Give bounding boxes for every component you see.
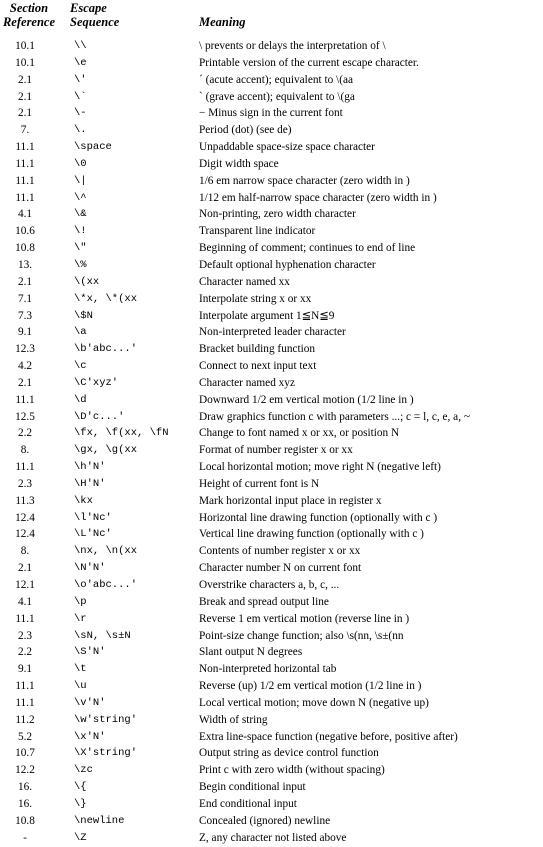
meaning: Draw graphics function c with parameters ...; c = l, c, e, a, ~: [199, 410, 470, 423]
escape-sequence: \N'N': [74, 562, 106, 575]
table-row: [0, 476, 543, 493]
meaning-header: Meaning: [199, 15, 246, 29]
table-row: [0, 375, 543, 392]
section-reference: 12.5: [15, 410, 35, 423]
section-reference: 11.1: [15, 141, 35, 154]
table-row: [0, 459, 543, 476]
escape-sequence: \(xx: [74, 275, 100, 288]
table-row: [0, 341, 543, 358]
section-reference: 2.3: [17, 477, 33, 490]
meaning: Change to font named x or xx, or position N: [199, 427, 400, 440]
meaning: Vertical line drawing function (optionally with c ): [199, 528, 424, 541]
escape-sequence: \d: [74, 393, 87, 406]
table-row: [0, 594, 543, 611]
table-row: [0, 122, 543, 139]
table-body: [0, 38, 543, 847]
section-reference: 16.: [17, 797, 33, 810]
escape-sequence: \t: [74, 663, 87, 676]
table-row: [0, 55, 543, 72]
section-reference: 10.6: [15, 225, 35, 238]
escape-sequence: \p: [74, 595, 87, 608]
escape-sequence: \!: [74, 225, 87, 238]
section-reference: 8.: [20, 545, 30, 558]
table-row: [0, 644, 543, 661]
meaning: Default optional hyphenation character: [199, 258, 376, 271]
meaning: Extra line-space function (negative before, positive after): [199, 730, 458, 743]
escape-sequence: \r: [74, 612, 87, 625]
escape-sequence-header: [70, 1, 119, 29]
escape-sequence: \h'N': [74, 461, 106, 474]
escape-sequence: \X'string': [74, 747, 138, 760]
table-row: [0, 358, 543, 375]
section-reference: 11.1: [15, 612, 35, 625]
escape-header-line2: Sequence: [70, 15, 120, 29]
meaning: Beginning of comment; continues to end of line: [199, 242, 416, 255]
section-reference: 9.1: [17, 663, 33, 676]
escape-sequence: \w'string': [74, 713, 138, 726]
meaning: − Minus sign in the current font: [199, 107, 343, 120]
escape-sequence: \fx, \f(xx, \fN: [74, 427, 169, 440]
table-row: [0, 223, 543, 240]
escape-sequence: \kx: [74, 494, 93, 507]
table-row: [0, 72, 543, 89]
section-reference: 10.8: [15, 814, 35, 827]
meaning: 1/12 em half-narrow space character (zero width in ): [199, 191, 437, 204]
section-reference: 12.4: [15, 511, 35, 524]
meaning: Character named xyz: [199, 376, 295, 389]
section-reference: 12.4: [15, 528, 35, 541]
section-reference: 9.1: [17, 326, 33, 339]
table-row: [0, 796, 543, 813]
meaning: Z, any character not listed above: [199, 831, 347, 844]
section-reference: 10.1: [15, 56, 35, 69]
meaning: Bracket building function: [199, 343, 316, 356]
meaning: Overstrike characters a, b, c, ...: [199, 579, 340, 591]
section-reference: 10.8: [15, 242, 35, 255]
table-row: [0, 661, 543, 678]
escape-sequence: \}: [74, 797, 87, 810]
meaning: Begin conditional input: [199, 781, 306, 794]
table-row: [0, 291, 543, 308]
section-reference: 2.3: [17, 629, 33, 642]
table-row: [0, 190, 543, 207]
escape-sequence: \nx, \n(xx: [74, 545, 138, 558]
section-reference: 4.1: [17, 595, 33, 608]
escape-sequence: \o'abc...': [74, 579, 138, 591]
table-row: [0, 308, 543, 325]
section-reference: 12.3: [15, 343, 35, 356]
meaning: 1/6 em narrow space character (zero width in ): [199, 174, 410, 187]
table-row: [0, 493, 543, 510]
escape-sequence: \^: [74, 191, 87, 204]
table-row: [0, 38, 543, 55]
meaning: Break and spread output line: [199, 595, 329, 608]
escape-sequence: \": [74, 242, 87, 255]
escape-sequence: \0: [74, 157, 87, 170]
table-row: [0, 695, 543, 712]
meaning: Output string as device control function: [199, 747, 379, 760]
meaning: Reverse (up) 1/2 em vertical motion (1/2 line in ): [199, 680, 422, 693]
section-reference: 11.2: [15, 713, 35, 726]
section-reference: 2.1: [17, 90, 33, 103]
table-row: [0, 442, 543, 459]
section-reference: 4.2: [17, 360, 33, 373]
section-reference: 11.1: [15, 393, 35, 406]
table-row: [0, 105, 543, 122]
meaning: Downward 1/2 em vertical motion (1/2 line in ): [199, 393, 414, 406]
section-reference: 12.1: [15, 579, 35, 591]
table-row: [0, 392, 543, 409]
meaning: Mark horizontal input place in register x: [199, 494, 382, 507]
meaning: Horizontal line drawing function (optionally with c ): [199, 511, 438, 524]
meaning: End conditional input: [199, 797, 297, 810]
escape-sequence: \l'Nc': [74, 511, 112, 524]
escape-sequence: \newline: [74, 814, 125, 827]
meaning: Contents of number register x or xx: [199, 545, 361, 558]
escape-sequence: \\: [74, 40, 87, 52]
escape-sequence: \S'N': [74, 646, 106, 659]
escape-sequence: \L'Nc': [74, 528, 112, 541]
table-row: [0, 324, 543, 341]
section-reference: 5.2: [17, 730, 33, 743]
meaning: Unpaddable space-size space character: [199, 141, 375, 154]
section-reference: 2.1: [17, 275, 33, 288]
escape-sequence: \{: [74, 781, 87, 794]
section-reference: 7.: [20, 124, 30, 137]
meaning: Width of string: [199, 713, 268, 726]
table-row: [0, 779, 543, 796]
table-row: [0, 543, 543, 560]
section-reference: 2.1: [17, 376, 33, 389]
section-reference: 11.3: [15, 494, 35, 507]
escape-sequence: \`: [74, 90, 87, 103]
escape-sequence: \$N: [74, 309, 93, 322]
table-row: [0, 628, 543, 645]
table-row: [0, 577, 543, 594]
section-reference: 11.1: [15, 174, 35, 187]
section-reference: 2.1: [17, 73, 33, 86]
escape-sequence: \|: [74, 174, 87, 187]
meaning: Reverse 1 em vertical motion (reverse line in ): [199, 612, 410, 625]
section-reference: 16.: [17, 781, 33, 794]
table-row: [0, 510, 543, 527]
escape-sequence: \': [74, 73, 87, 86]
table-row: [0, 729, 543, 746]
section-reference: 4.1: [17, 208, 33, 221]
escape-sequence: \x'N': [74, 730, 106, 743]
table-row: [0, 830, 543, 847]
table-row: [0, 678, 543, 695]
table-header: [0, 0, 543, 30]
meaning: Transparent line indicator: [199, 225, 316, 238]
meaning: Non-printing, zero width character: [199, 208, 356, 221]
section-reference: 10.1: [15, 40, 35, 52]
meaning: Character number N on current font: [199, 562, 362, 575]
escape-sequence: \c: [74, 360, 87, 373]
escape-sequence: \e: [74, 56, 87, 69]
meaning: Character named xx: [199, 275, 290, 288]
section-reference: 2.1: [17, 107, 33, 120]
table-row: [0, 240, 543, 257]
table-row: [0, 274, 543, 291]
meaning: Format of number register x or xx: [199, 444, 353, 457]
escape-sequence: \b'abc...': [74, 343, 138, 356]
escape-sequence: \.: [74, 124, 87, 137]
escape-sequence: \u: [74, 680, 87, 693]
section-reference: 2.2: [17, 646, 33, 659]
section-reference: -: [23, 831, 27, 844]
meaning: \ prevents or delays the interpretation of \: [199, 40, 386, 52]
meaning: Concealed (ignored) newline: [199, 814, 331, 827]
table-row: [0, 425, 543, 442]
escape-sequence: \gx, \g(xx: [74, 444, 138, 457]
meaning: Non-interpreted horizontal tab: [199, 663, 337, 676]
table-row: [0, 762, 543, 779]
escape-sequence: \%: [74, 258, 87, 271]
meaning: Digit width space: [199, 157, 279, 170]
meaning: ´ (acute accent); equivalent to \(aa: [199, 73, 353, 86]
escape-sequence: \v'N': [74, 696, 106, 709]
section-reference: 7.3: [17, 309, 33, 322]
section-reference: 11.1: [15, 680, 35, 693]
section-reference: 10.7: [15, 747, 35, 760]
escape-sequence: \a: [74, 326, 87, 339]
meaning: Local horizontal motion; move right N (negative left): [199, 461, 441, 474]
section-reference: 2.1: [17, 562, 33, 575]
escape-header-line1: Escape: [70, 1, 107, 15]
section-reference: 7.1: [17, 292, 33, 305]
section-reference: 12.2: [15, 764, 35, 777]
table-row: [0, 89, 543, 106]
table-row: [0, 139, 543, 156]
section-reference: 11.1: [15, 191, 35, 204]
meaning: Connect to next input text: [199, 360, 317, 373]
escape-sequence: \H'N': [74, 477, 106, 490]
section-header-line1: Section: [9, 1, 49, 15]
meaning: ` (grave accent); equivalent to \(ga: [199, 90, 355, 103]
escape-sequence: \C'xyz': [74, 376, 119, 389]
section-reference: 2.2: [17, 427, 33, 440]
meaning: Height of current font is N: [199, 477, 320, 490]
escape-sequence: \D'c...': [74, 410, 125, 423]
table-row: [0, 173, 543, 190]
table-row: [0, 712, 543, 729]
meaning: Point-size change function; also \s(nn, \s±(nn: [199, 629, 404, 642]
escape-sequence: \&: [74, 208, 87, 221]
escape-sequence: \-: [74, 107, 87, 120]
table-row: [0, 560, 543, 577]
meaning: Non-interpreted leader character: [199, 326, 346, 339]
table-row: [0, 409, 543, 426]
meaning: Period (dot) (see de): [199, 124, 292, 137]
meaning: Interpolate string x or xx: [199, 292, 312, 305]
meaning: Print c with zero width (without spacing): [199, 764, 385, 777]
escape-sequence: \*x, \*(xx: [74, 292, 138, 305]
table-row: [0, 526, 543, 543]
meaning: Interpolate argument 1≦N≦9: [199, 309, 335, 322]
escape-sequence: \Z: [74, 831, 87, 844]
table-row: [0, 156, 543, 173]
meaning: Local vertical motion; move down N (negative up): [199, 696, 429, 709]
section-reference-header: [0, 1, 58, 29]
escape-sequence: \space: [74, 141, 112, 154]
section-reference: 11.1: [15, 461, 35, 474]
meaning: Slant output N degrees: [199, 646, 303, 659]
section-reference: 8.: [20, 444, 30, 457]
table-row: [0, 813, 543, 830]
section-reference: 11.1: [15, 696, 35, 709]
table-row: [0, 206, 543, 223]
table-row: [0, 745, 543, 762]
section-header-line2: Reference: [2, 15, 56, 29]
escape-sequence: \sN, \s±N: [74, 629, 131, 642]
section-reference: 13.: [17, 258, 33, 271]
table-row: [0, 611, 543, 628]
meaning: Printable version of the current escape character.: [199, 56, 419, 69]
table-row: [0, 257, 543, 274]
escape-sequence: \zc: [74, 764, 93, 777]
section-reference: 11.1: [15, 157, 35, 170]
